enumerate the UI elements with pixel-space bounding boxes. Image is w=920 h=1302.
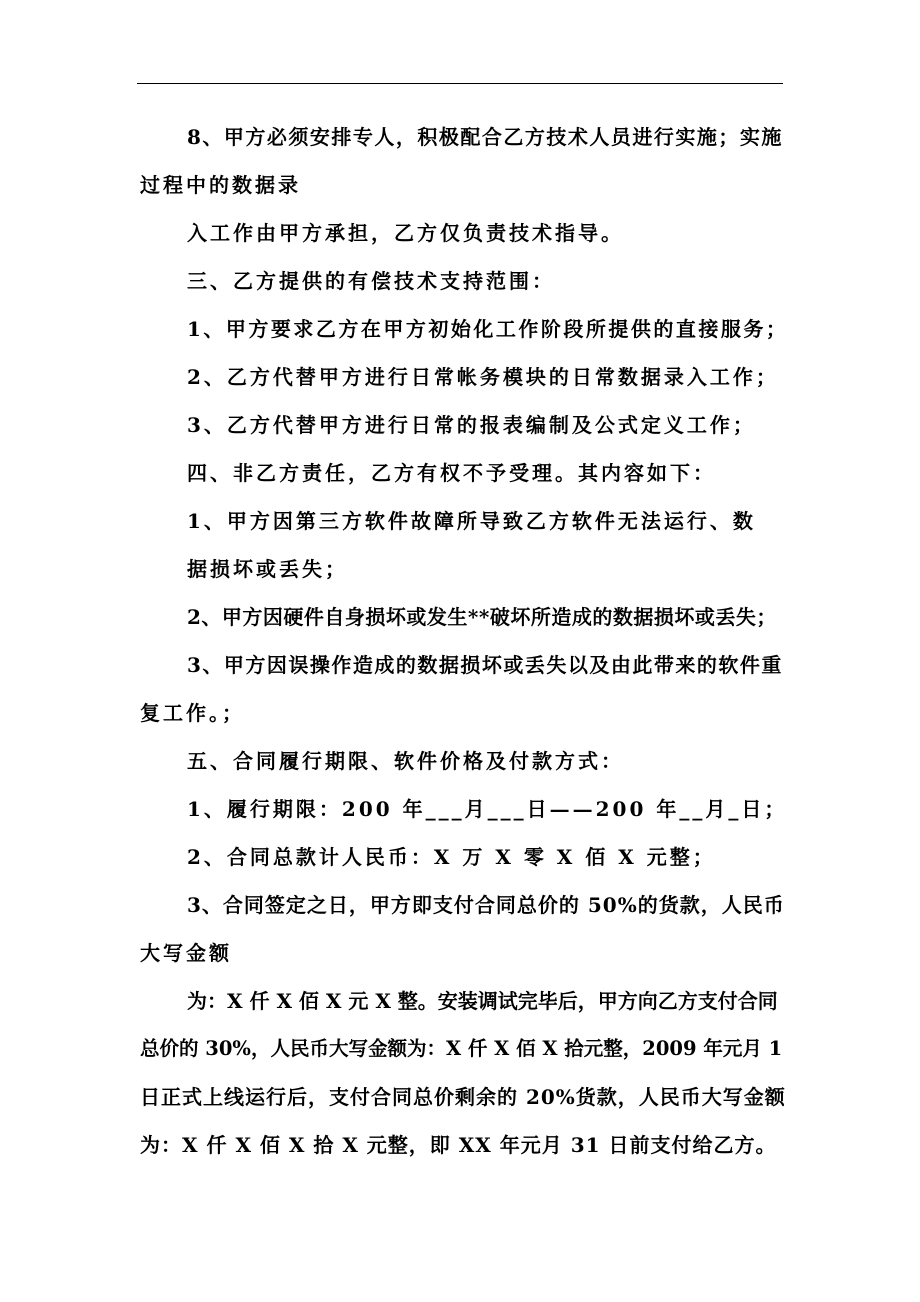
section-5-item-3-line-3: 为：X 仟 X 佰 X 元 X 整。安装调试完毕后，甲方向乙方支付合同 — [187, 989, 778, 1013]
clause-8-line-2: 过程中的数据录 — [140, 173, 301, 197]
section-4-item-3-line-1: 3、甲方因误操作造成的数据损坏或丢失以及由此带来的软件重 — [187, 653, 783, 677]
section-5-heading: 五、合同履行期限、软件价格及付款方式： — [187, 749, 624, 773]
section-3-item-3: 3、乙方代替甲方进行日常的报表编制及公式定义工作； — [187, 413, 756, 437]
section-4-item-3-line-2: 复工作。； — [140, 701, 245, 725]
section-5-item-3-line-4: 总价的 30%，人民币大写金额为：X 仟 X 佰 X 拾元整，2009 年元月 1 — [140, 1037, 783, 1060]
section-4-item-1-line-2: 据损坏或丢失； — [187, 557, 348, 581]
section-3-item-1: 1、甲方要求乙方在甲方初始化工作阶段所提供的直接服务； — [187, 317, 789, 341]
section-3-item-2: 2、乙方代替甲方进行日常帐务模块的日常数据录入工作； — [187, 365, 779, 389]
section-4-heading: 四、非乙方责任，乙方有权不予受理。其内容如下： — [187, 461, 716, 485]
clause-8-line-1: 8、甲方必须安排专人，积极配合乙方技术人员进行实施；实施 — [187, 125, 783, 149]
section-4-item-1-line-1: 1、甲方因第三方软件故障所导致乙方软件无法运行、数 — [187, 509, 756, 533]
section-3-heading: 三、乙方提供的有偿技术支持范围： — [187, 269, 555, 293]
header-rule — [137, 83, 783, 84]
section-5-item-3-line-5: 日正式上线运行后，支付合同总价剩余的 20%货款，人民币大写金额 — [140, 1085, 786, 1109]
clause-8-line-3: 入工作由甲方承担，乙方仅负责技术指导。 — [187, 221, 624, 245]
section-5-item-2: 2、合同总款计人民币：X 万 X 零 X 佰 X 元整； — [187, 845, 716, 869]
section-5-item-3-line-1: 3、合同签定之日，甲方即支付合同总价的 50%的货款，人民币 — [187, 893, 785, 917]
section-5-item-3-line-2: 大写金额 — [140, 941, 232, 965]
section-5-item-3-line-6: 为：X 仟 X 佰 X 拾 X 元整，即 XX 年元月 31 日前支付给乙方。 — [140, 1133, 777, 1157]
section-4-item-2: 2、甲方因硬件自身损坏或发生**破坏所造成的数据损坏或丢失； — [187, 605, 777, 629]
section-5-item-1: 1、履行期限：200 年___月___日——200 年__月_日； — [187, 797, 788, 821]
